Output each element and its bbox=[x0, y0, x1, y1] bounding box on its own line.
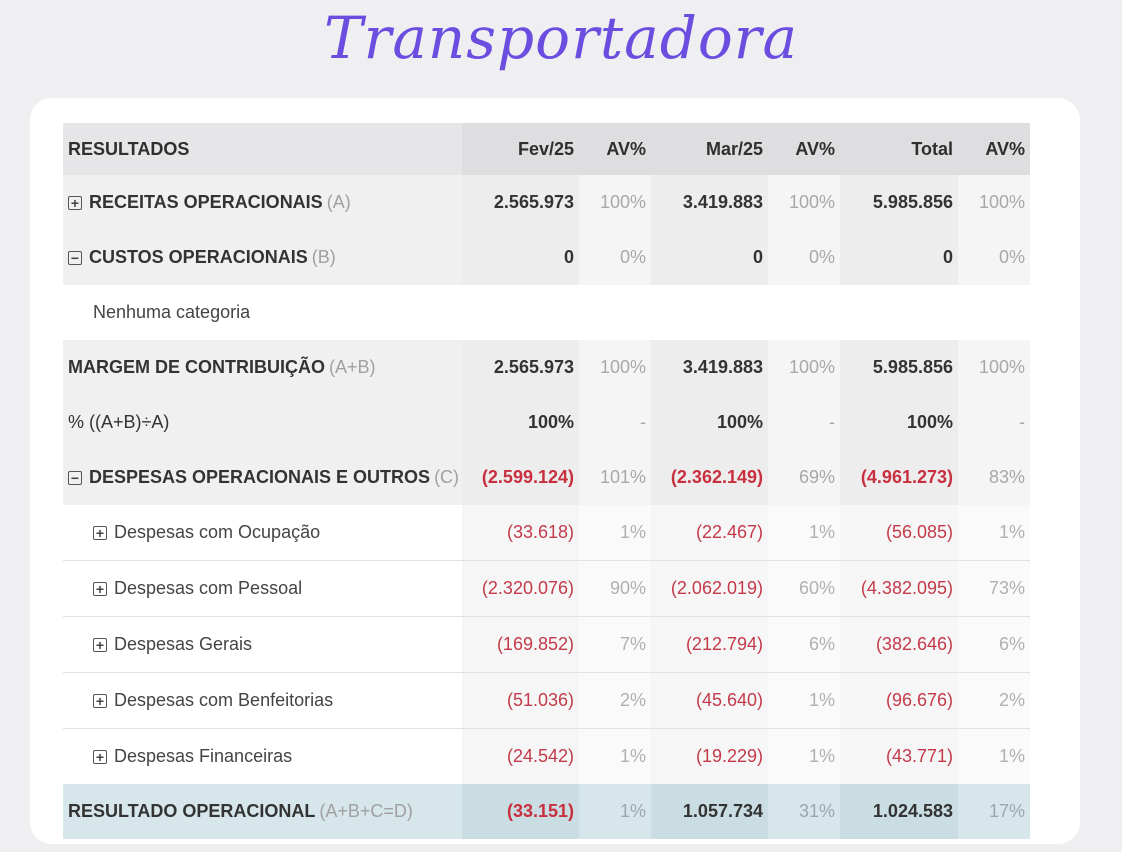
av-fev: 1% bbox=[579, 784, 651, 839]
table-row-despesas-ocupacao[interactable] bbox=[63, 505, 1030, 561]
plus-box-icon[interactable]: + bbox=[93, 526, 107, 540]
plus-box-icon[interactable]: + bbox=[93, 750, 107, 764]
row-label: RESULTADO OPERACIONAL bbox=[68, 801, 316, 821]
av-total: 100% bbox=[958, 340, 1030, 395]
row-suffix: (A+B) bbox=[329, 357, 376, 377]
value-total: (4.382.095) bbox=[840, 561, 958, 616]
minus-box-icon[interactable]: − bbox=[68, 471, 82, 485]
row-label: Despesas Financeiras bbox=[114, 746, 293, 766]
row-label: DESPESAS OPERACIONAIS E OUTROS bbox=[89, 467, 431, 487]
row-custos-label-cell bbox=[63, 230, 462, 285]
header-fev-av: AV% bbox=[579, 123, 651, 175]
minus-box-icon[interactable]: − bbox=[68, 251, 82, 265]
av-mar: 0% bbox=[768, 230, 840, 285]
header-total: Total bbox=[840, 123, 958, 175]
header-total-av: AV% bbox=[958, 123, 1030, 175]
value-fev: 2.565.973 bbox=[462, 175, 579, 230]
value-total: (96.676) bbox=[840, 673, 958, 728]
row-label: RECEITAS OPERACIONAIS bbox=[89, 192, 323, 212]
av-fev: 90% bbox=[579, 561, 651, 616]
header-mar[interactable]: Mar/25 bbox=[651, 123, 768, 175]
row-label: Despesas com Benfeitorias bbox=[114, 690, 334, 710]
av-total: 6% bbox=[958, 617, 1030, 672]
av-total: 100% bbox=[958, 175, 1030, 230]
value-mar: 3.419.883 bbox=[651, 175, 768, 230]
av-mar: 60% bbox=[768, 561, 840, 616]
av-fev: 100% bbox=[579, 340, 651, 395]
row-suffix: (A) bbox=[326, 192, 351, 212]
value-total: 0 bbox=[840, 230, 958, 285]
value-mar: (2.062.019) bbox=[651, 561, 768, 616]
row-resultado-label-cell bbox=[63, 784, 462, 839]
value-total: (382.646) bbox=[840, 617, 958, 672]
value-fev: (33.151) bbox=[462, 784, 579, 839]
table-header bbox=[63, 123, 1030, 175]
row-label: % ((A+B)÷A) bbox=[63, 395, 462, 450]
av-mar: 1% bbox=[768, 505, 840, 560]
row-receitas[interactable] bbox=[63, 175, 1030, 230]
table-row-despesas-gerais[interactable] bbox=[63, 617, 1030, 673]
value-fev: (2.320.076) bbox=[462, 561, 579, 616]
value-fev: (24.542) bbox=[462, 729, 579, 784]
table-row-despesas-benfeitorias[interactable] bbox=[63, 673, 1030, 729]
table-row-despesas-financeiras[interactable] bbox=[63, 729, 1030, 784]
value-total: (56.085) bbox=[840, 505, 958, 560]
row-receitas-label-cell bbox=[63, 175, 462, 230]
sub-label-cell bbox=[63, 617, 462, 672]
value-total: 1.024.583 bbox=[840, 784, 958, 839]
value-fev: (169.852) bbox=[462, 617, 579, 672]
av-fev: - bbox=[579, 395, 651, 450]
value-total: 100% bbox=[840, 395, 958, 450]
row-suffix: (B) bbox=[311, 247, 336, 267]
av-fev: 101% bbox=[579, 450, 651, 505]
av-mar: 6% bbox=[768, 617, 840, 672]
av-total: 83% bbox=[958, 450, 1030, 505]
sub-label-cell bbox=[63, 729, 462, 784]
av-mar: - bbox=[768, 395, 840, 450]
row-label: MARGEM DE CONTRIBUIÇÃO bbox=[68, 357, 325, 377]
row-suffix: (A+B+C=D) bbox=[319, 801, 413, 821]
value-fev: (33.618) bbox=[462, 505, 579, 560]
value-total: 5.985.856 bbox=[840, 340, 958, 395]
sub-label-cell bbox=[63, 673, 462, 728]
value-fev: 2.565.973 bbox=[462, 340, 579, 395]
plus-box-icon[interactable]: + bbox=[93, 638, 107, 652]
row-label: CUSTOS OPERACIONAIS bbox=[89, 247, 308, 267]
header-mar-av: AV% bbox=[768, 123, 840, 175]
value-mar: (2.362.149) bbox=[651, 450, 768, 505]
row-label: Despesas com Pessoal bbox=[114, 578, 303, 598]
results-card bbox=[30, 98, 1080, 844]
value-mar: (19.229) bbox=[651, 729, 768, 784]
row-despesas-label-cell bbox=[63, 450, 462, 505]
row-margem bbox=[63, 340, 1030, 395]
av-mar: 1% bbox=[768, 673, 840, 728]
av-total: 2% bbox=[958, 673, 1030, 728]
plus-box-icon[interactable]: + bbox=[93, 694, 107, 708]
header-fev[interactable]: Fev/25 bbox=[462, 123, 579, 175]
row-label: Despesas Gerais bbox=[114, 634, 253, 654]
value-mar: 1.057.734 bbox=[651, 784, 768, 839]
value-fev: 100% bbox=[462, 395, 579, 450]
av-mar: 1% bbox=[768, 729, 840, 784]
row-despesas[interactable] bbox=[63, 450, 1030, 505]
sub-label-cell bbox=[63, 505, 462, 560]
value-total: (43.771) bbox=[840, 729, 958, 784]
av-total: 1% bbox=[958, 729, 1030, 784]
value-fev: (51.036) bbox=[462, 673, 579, 728]
results-table bbox=[63, 123, 1030, 839]
row-label: Despesas com Ocupação bbox=[114, 522, 321, 542]
av-total: 1% bbox=[958, 505, 1030, 560]
value-total: 5.985.856 bbox=[840, 175, 958, 230]
value-fev: 0 bbox=[462, 230, 579, 285]
av-total: 0% bbox=[958, 230, 1030, 285]
av-mar: 100% bbox=[768, 175, 840, 230]
page-title: Transportadora bbox=[323, 4, 799, 72]
row-empty-category bbox=[63, 285, 1030, 340]
av-total: - bbox=[958, 395, 1030, 450]
av-mar: 31% bbox=[768, 784, 840, 839]
row-margem-label-cell bbox=[63, 340, 462, 395]
empty-category-text: Nenhuma categoria bbox=[63, 285, 462, 340]
av-fev: 7% bbox=[579, 617, 651, 672]
row-resultado-operacional bbox=[63, 784, 1030, 839]
av-fev: 1% bbox=[579, 505, 651, 560]
value-mar: (212.794) bbox=[651, 617, 768, 672]
sub-label-cell bbox=[63, 561, 462, 616]
value-total: (4.961.273) bbox=[840, 450, 958, 505]
av-fev: 1% bbox=[579, 729, 651, 784]
value-mar: (45.640) bbox=[651, 673, 768, 728]
header-label: RESULTADOS bbox=[63, 123, 462, 175]
av-fev: 100% bbox=[579, 175, 651, 230]
table-row-despesas-pessoal[interactable] bbox=[63, 561, 1030, 617]
av-mar: 100% bbox=[768, 340, 840, 395]
value-mar: 100% bbox=[651, 395, 768, 450]
value-fev: (2.599.124) bbox=[462, 450, 579, 505]
row-margin-percent bbox=[63, 395, 1030, 450]
av-total: 17% bbox=[958, 784, 1030, 839]
plus-box-icon[interactable]: + bbox=[68, 196, 82, 210]
value-mar: (22.467) bbox=[651, 505, 768, 560]
av-total: 73% bbox=[958, 561, 1030, 616]
row-custos[interactable] bbox=[63, 230, 1030, 285]
av-fev: 0% bbox=[579, 230, 651, 285]
plus-box-icon[interactable]: + bbox=[93, 582, 107, 596]
av-fev: 2% bbox=[579, 673, 651, 728]
value-mar: 0 bbox=[651, 230, 768, 285]
av-mar: 69% bbox=[768, 450, 840, 505]
value-mar: 3.419.883 bbox=[651, 340, 768, 395]
row-suffix: (C) bbox=[434, 467, 460, 487]
